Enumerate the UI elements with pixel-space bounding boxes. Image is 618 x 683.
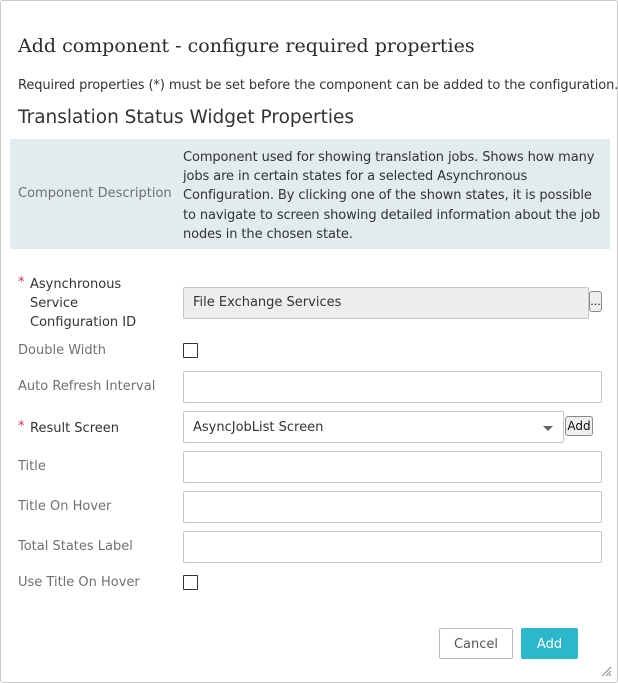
browse-async-config-button[interactable]: ...: [589, 291, 602, 312]
auto-refresh-label: Auto Refresh Interval: [18, 379, 156, 394]
result-screen-selected-value: AsyncJobList Screen: [193, 420, 324, 435]
result-screen-select[interactable]: [183, 411, 564, 443]
async-config-label: [18, 275, 168, 335]
component-description-panel: [10, 139, 610, 249]
cancel-button[interactable]: Cancel: [439, 628, 513, 659]
section-title: Translation Status Widget Properties: [18, 107, 355, 128]
component-description-text: Component used for showing translation jobs. Shows how many jobs are in certain states for a selected Asynchronous Configuration. By clicking one of the shown states, it is possible to navigate to screen showing detailed information about the job nodes in the chosen state.: [183, 150, 601, 242]
double-width-label: Double Width: [18, 343, 106, 358]
result-screen-label: [18, 419, 168, 439]
total-states-label-input[interactable]: [183, 531, 602, 563]
required-marker: *: [18, 275, 25, 290]
resize-handle-icon[interactable]: [600, 665, 612, 677]
dialog-intro-text: Required properties (*) must be set before the component can be added to the configuration.: [18, 78, 618, 93]
title-on-hover-label: Title On Hover: [18, 499, 112, 514]
add-result-screen-button[interactable]: Add: [565, 416, 593, 436]
component-description-label: Component Description: [18, 186, 172, 201]
async-config-label-text: Asynchronous Service Configuration ID: [30, 277, 137, 330]
title-on-hover-input[interactable]: [183, 491, 602, 523]
double-width-checkbox[interactable]: [183, 343, 198, 358]
required-marker: *: [18, 419, 25, 434]
title-input[interactable]: [183, 451, 602, 483]
chevron-down-icon: [543, 426, 553, 431]
dialog-title: Add component - configure required properties: [18, 35, 475, 57]
result-screen-label-text: Result Screen: [30, 421, 119, 436]
auto-refresh-input[interactable]: [183, 371, 602, 403]
use-title-on-hover-label: Use Title On Hover: [18, 575, 140, 590]
add-button[interactable]: Add: [521, 628, 578, 659]
async-config-input[interactable]: File Exchange Services: [183, 287, 589, 319]
title-label: Title: [18, 459, 46, 474]
use-title-on-hover-checkbox[interactable]: [183, 575, 198, 590]
total-states-label-label: Total States Label: [18, 539, 133, 554]
